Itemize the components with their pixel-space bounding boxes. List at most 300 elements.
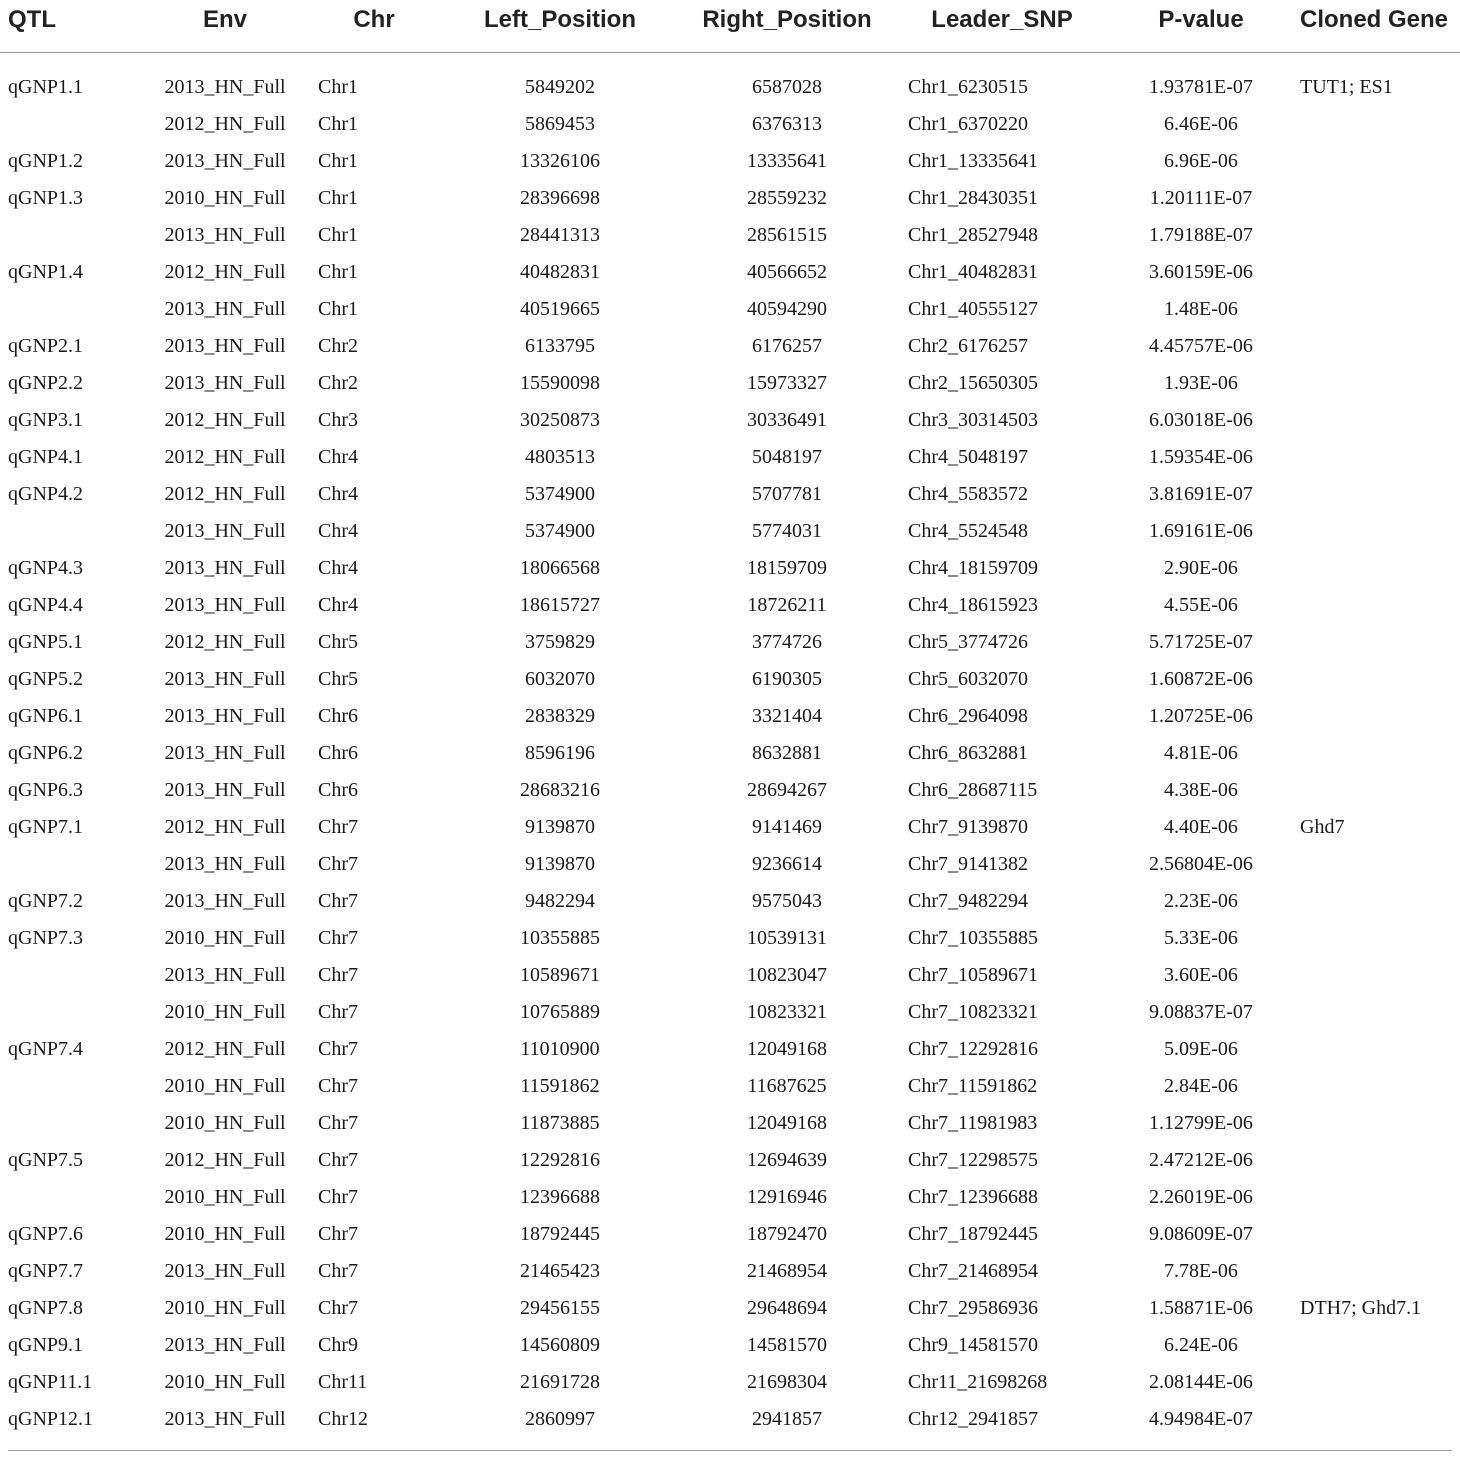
table-row xyxy=(0,1031,1460,1068)
right-position-cell: 11687625 xyxy=(747,1075,827,1097)
leader-snp-cell: Chr9_14581570 xyxy=(908,1334,1038,1356)
table-row xyxy=(0,957,1460,994)
qtl-cell: qGNP1.2 xyxy=(8,150,84,172)
bottom-rule xyxy=(8,1450,1452,1451)
p-value-cell: 5.33E-06 xyxy=(1164,927,1238,949)
leader-snp-cell: Chr7_18792445 xyxy=(908,1223,1038,1245)
left-position-cell: 15590098 xyxy=(520,372,600,394)
p-value-cell: 6.96E-06 xyxy=(1164,150,1238,172)
env-cell: 2010_HN_Full xyxy=(164,1112,286,1134)
env-cell: 2010_HN_Full xyxy=(164,1297,286,1319)
left-position-cell: 5374900 xyxy=(525,483,595,505)
leader-snp-cell: Chr11_21698268 xyxy=(908,1371,1048,1393)
left-position-cell: 21691728 xyxy=(520,1371,600,1393)
header-left-position: Left_Position xyxy=(483,6,636,33)
cloned-gene-cell xyxy=(1290,439,1460,476)
cloned-gene-cell: DTH7; Ghd7.1 xyxy=(1300,1297,1422,1319)
table-row xyxy=(0,1216,1460,1253)
chr-cell: Chr7 xyxy=(318,853,358,875)
chr-cell: Chr5 xyxy=(318,668,358,690)
p-value-cell: 6.24E-06 xyxy=(1164,1334,1238,1356)
leader-snp-cell: Chr1_13335641 xyxy=(908,150,1038,172)
left-position-cell: 10765889 xyxy=(520,1001,600,1023)
chr-cell: Chr1 xyxy=(318,224,358,246)
p-value-cell: 1.60872E-06 xyxy=(1149,668,1253,690)
cloned-gene-cell xyxy=(1290,143,1460,180)
left-position-cell: 28396698 xyxy=(520,187,600,209)
left-position-cell: 9139870 xyxy=(525,853,595,875)
leader-snp-cell: Chr3_30314503 xyxy=(908,409,1038,431)
header-right-position: Right_Position xyxy=(702,6,872,33)
env-cell: 2012_HN_Full xyxy=(164,1038,286,1060)
right-position-cell: 18159709 xyxy=(747,557,827,579)
p-value-cell: 2.23E-06 xyxy=(1164,890,1238,912)
qtl-cell: qGNP7.8 xyxy=(8,1297,84,1319)
env-cell: 2010_HN_Full xyxy=(164,187,286,209)
left-position-cell: 4803513 xyxy=(525,446,595,468)
left-position-cell: 18792445 xyxy=(520,1223,600,1245)
left-position-cell: 9482294 xyxy=(525,890,595,912)
p-value-cell: 3.60159E-06 xyxy=(1149,261,1253,283)
chr-cell: Chr7 xyxy=(318,1001,358,1023)
chr-cell: Chr3 xyxy=(318,409,358,431)
header-leader-snp: Leader_SNP xyxy=(931,6,1073,33)
cloned-gene-cell xyxy=(1290,772,1460,809)
header-qtl: QTL xyxy=(8,6,56,33)
env-cell: 2010_HN_Full xyxy=(164,1186,286,1208)
chr-cell: Chr1 xyxy=(318,76,358,98)
qtl-cell xyxy=(0,217,140,254)
cloned-gene-cell xyxy=(1290,1179,1460,1216)
right-position-cell: 9236614 xyxy=(752,853,822,875)
cloned-gene-cell xyxy=(1290,1068,1460,1105)
cloned-gene-cell xyxy=(1290,698,1460,735)
left-position-cell: 10589671 xyxy=(520,964,600,986)
table-row xyxy=(0,1290,1460,1327)
table-row xyxy=(0,772,1460,809)
qtl-cell: qGNP1.1 xyxy=(8,76,84,98)
qtl-cell xyxy=(0,291,140,328)
cloned-gene-cell xyxy=(1290,402,1460,439)
right-position-cell: 30336491 xyxy=(747,409,827,431)
left-position-cell: 28683216 xyxy=(520,779,600,801)
qtl-cell: qGNP7.1 xyxy=(8,816,84,838)
right-position-cell: 12694639 xyxy=(747,1149,827,1171)
table-row xyxy=(0,365,1460,402)
table-row xyxy=(0,883,1460,920)
qtl-cell: qGNP9.1 xyxy=(8,1334,84,1356)
qtl-cell: qGNP6.3 xyxy=(8,779,84,801)
qtl-cell xyxy=(0,846,140,883)
cloned-gene-cell xyxy=(1290,883,1460,920)
right-position-cell: 9575043 xyxy=(752,890,822,912)
env-cell: 2010_HN_Full xyxy=(164,1223,286,1245)
leader-snp-cell: Chr6_8632881 xyxy=(908,742,1028,764)
env-cell: 2013_HN_Full xyxy=(164,520,286,542)
chr-cell: Chr2 xyxy=(318,335,358,357)
env-cell: 2012_HN_Full xyxy=(164,1149,286,1171)
chr-cell: Chr1 xyxy=(318,150,358,172)
leader-snp-cell: Chr5_3774726 xyxy=(908,631,1028,653)
cloned-gene-cell xyxy=(1290,846,1460,883)
p-value-cell: 1.79188E-07 xyxy=(1149,224,1253,246)
qtl-cell: qGNP6.2 xyxy=(8,742,84,764)
chr-cell: Chr12 xyxy=(318,1408,368,1430)
p-value-cell: 4.81E-06 xyxy=(1164,742,1238,764)
chr-cell: Chr7 xyxy=(318,1112,358,1134)
leader-snp-cell: Chr1_40555127 xyxy=(908,298,1038,320)
leader-snp-cell: Chr7_21468954 xyxy=(908,1260,1038,1282)
env-cell: 2012_HN_Full xyxy=(164,816,286,838)
env-cell: 2013_HN_Full xyxy=(164,372,286,394)
p-value-cell: 2.56804E-06 xyxy=(1149,853,1253,875)
leader-snp-cell: Chr7_11591862 xyxy=(908,1075,1038,1097)
leader-snp-cell: Chr2_6176257 xyxy=(908,335,1028,357)
leader-snp-cell: Chr1_6370220 xyxy=(908,113,1028,135)
table-row xyxy=(0,624,1460,661)
chr-cell: Chr1 xyxy=(318,261,358,283)
left-position-cell: 21465423 xyxy=(520,1260,600,1282)
p-value-cell: 2.08144E-06 xyxy=(1149,1371,1253,1393)
cloned-gene-cell xyxy=(1290,328,1460,365)
leader-snp-cell: Chr4_18615923 xyxy=(908,594,1038,616)
right-position-cell: 6190305 xyxy=(752,668,822,690)
chr-cell: Chr7 xyxy=(318,890,358,912)
qtl-cell: qGNP6.1 xyxy=(8,705,84,727)
p-value-cell: 5.71725E-07 xyxy=(1149,631,1253,653)
chr-cell: Chr7 xyxy=(318,964,358,986)
cloned-gene-cell xyxy=(1290,994,1460,1031)
p-value-cell: 6.46E-06 xyxy=(1164,113,1238,135)
leader-snp-cell: Chr7_12292816 xyxy=(908,1038,1038,1060)
cloned-gene-cell xyxy=(1290,217,1460,254)
right-position-cell: 10823321 xyxy=(747,1001,827,1023)
env-cell: 2013_HN_Full xyxy=(164,1260,286,1282)
p-value-cell: 1.12799E-06 xyxy=(1149,1112,1253,1134)
chr-cell: Chr1 xyxy=(318,187,358,209)
table-row xyxy=(0,106,1460,143)
right-position-cell: 10539131 xyxy=(747,927,827,949)
left-position-cell: 11010900 xyxy=(520,1038,600,1060)
cloned-gene-cell xyxy=(1290,550,1460,587)
table-row xyxy=(0,698,1460,735)
p-value-cell: 4.40E-06 xyxy=(1164,816,1238,838)
chr-cell: Chr7 xyxy=(318,816,358,838)
table-row xyxy=(0,254,1460,291)
left-position-cell: 11591862 xyxy=(520,1075,600,1097)
env-cell: 2013_HN_Full xyxy=(164,742,286,764)
leader-snp-cell: Chr4_5524548 xyxy=(908,520,1028,542)
table-row xyxy=(0,735,1460,772)
right-position-cell: 5048197 xyxy=(752,446,822,468)
right-position-cell: 8632881 xyxy=(752,742,822,764)
p-value-cell: 1.20725E-06 xyxy=(1149,705,1253,727)
chr-cell: Chr4 xyxy=(318,520,358,542)
p-value-cell: 2.26019E-06 xyxy=(1149,1186,1253,1208)
env-cell: 2012_HN_Full xyxy=(164,409,286,431)
chr-cell: Chr7 xyxy=(318,1149,358,1171)
qtl-cell: qGNP7.5 xyxy=(8,1149,84,1171)
right-position-cell: 40566652 xyxy=(747,261,827,283)
env-cell: 2012_HN_Full xyxy=(164,483,286,505)
table-row xyxy=(0,1327,1460,1364)
env-cell: 2010_HN_Full xyxy=(164,1075,286,1097)
leader-snp-cell: Chr1_40482831 xyxy=(908,261,1038,283)
chr-cell: Chr4 xyxy=(318,557,358,579)
leader-snp-cell: Chr4_18159709 xyxy=(908,557,1038,579)
qtl-cell xyxy=(0,513,140,550)
table-row xyxy=(0,217,1460,254)
left-position-cell: 10355885 xyxy=(520,927,600,949)
qtl-cell: qGNP2.1 xyxy=(8,335,84,357)
qtl-cell: qGNP7.2 xyxy=(8,890,84,912)
cloned-gene-cell xyxy=(1290,476,1460,513)
left-position-cell: 5374900 xyxy=(525,520,595,542)
cloned-gene-cell xyxy=(1290,1401,1460,1438)
env-cell: 2013_HN_Full xyxy=(164,853,286,875)
table-row xyxy=(0,291,1460,328)
header-chr: Chr xyxy=(353,6,395,33)
right-position-cell: 28694267 xyxy=(747,779,827,801)
qtl-cell: qGNP3.1 xyxy=(8,409,84,431)
env-cell: 2013_HN_Full xyxy=(164,1334,286,1356)
table-row xyxy=(0,180,1460,217)
leader-snp-cell: Chr1_28527948 xyxy=(908,224,1038,246)
cloned-gene-cell xyxy=(1290,365,1460,402)
leader-snp-cell: Chr7_12298575 xyxy=(908,1149,1038,1171)
leader-snp-cell: Chr6_2964098 xyxy=(908,705,1028,727)
chr-cell: Chr7 xyxy=(318,1260,358,1282)
p-value-cell: 1.59354E-06 xyxy=(1149,446,1253,468)
table-row xyxy=(0,513,1460,550)
cloned-gene-cell xyxy=(1290,587,1460,624)
right-position-cell: 21468954 xyxy=(747,1260,827,1282)
cloned-gene-cell xyxy=(1290,291,1460,328)
p-value-cell: 9.08609E-07 xyxy=(1149,1223,1253,1245)
cloned-gene-cell xyxy=(1290,1142,1460,1179)
p-value-cell: 4.38E-06 xyxy=(1164,779,1238,801)
leader-snp-cell: Chr12_2941857 xyxy=(908,1408,1038,1430)
qtl-cell xyxy=(0,957,140,994)
table-row xyxy=(0,53,1460,107)
p-value-cell: 2.47212E-06 xyxy=(1149,1149,1253,1171)
cloned-gene-cell xyxy=(1290,106,1460,143)
left-position-cell: 2860997 xyxy=(525,1408,595,1430)
table-row xyxy=(0,587,1460,624)
left-position-cell: 5849202 xyxy=(525,76,595,98)
cloned-gene-cell xyxy=(1290,1105,1460,1142)
chr-cell: Chr4 xyxy=(318,483,358,505)
env-cell: 2013_HN_Full xyxy=(164,76,286,98)
chr-cell: Chr5 xyxy=(318,631,358,653)
env-cell: 2010_HN_Full xyxy=(164,1001,286,1023)
cloned-gene-cell xyxy=(1290,180,1460,217)
right-position-cell: 5707781 xyxy=(752,483,822,505)
qtl-cell: qGNP4.4 xyxy=(8,594,84,616)
table-row xyxy=(0,1068,1460,1105)
chr-cell: Chr4 xyxy=(318,594,358,616)
env-cell: 2012_HN_Full xyxy=(164,113,286,135)
qtl-cell xyxy=(0,1179,140,1216)
cloned-gene-cell xyxy=(1290,624,1460,661)
right-position-cell: 6587028 xyxy=(752,76,822,98)
chr-cell: Chr6 xyxy=(318,779,358,801)
chr-cell: Chr6 xyxy=(318,742,358,764)
p-value-cell: 4.55E-06 xyxy=(1164,594,1238,616)
table-row xyxy=(0,809,1460,846)
right-position-cell: 28559232 xyxy=(747,187,827,209)
right-position-cell: 29648694 xyxy=(747,1297,827,1319)
qtl-cell: qGNP4.2 xyxy=(8,483,84,505)
cloned-gene-cell: TUT1; ES1 xyxy=(1300,76,1393,98)
left-position-cell: 30250873 xyxy=(520,409,600,431)
env-cell: 2013_HN_Full xyxy=(164,150,286,172)
right-position-cell: 12049168 xyxy=(747,1038,827,1060)
table-row xyxy=(0,143,1460,180)
table-row xyxy=(0,1253,1460,1290)
left-position-cell: 40519665 xyxy=(520,298,600,320)
table-row xyxy=(0,846,1460,883)
leader-snp-cell: Chr7_10589671 xyxy=(908,964,1038,986)
right-position-cell: 6176257 xyxy=(752,335,822,357)
cloned-gene-cell xyxy=(1290,735,1460,772)
right-position-cell: 28561515 xyxy=(747,224,827,246)
env-cell: 2013_HN_Full xyxy=(164,335,286,357)
qtl-cell: qGNP12.1 xyxy=(8,1408,94,1430)
p-value-cell: 4.94984E-07 xyxy=(1149,1408,1253,1430)
qtl-cell: qGNP4.3 xyxy=(8,557,84,579)
leader-snp-cell: Chr4_5583572 xyxy=(908,483,1028,505)
env-cell: 2012_HN_Full xyxy=(164,446,286,468)
left-position-cell: 6032070 xyxy=(525,668,595,690)
qtl-cell xyxy=(0,1068,140,1105)
qtl-cell xyxy=(0,994,140,1031)
cloned-gene-cell xyxy=(1290,254,1460,291)
chr-cell: Chr4 xyxy=(318,446,358,468)
p-value-cell: 7.78E-06 xyxy=(1164,1260,1238,1282)
left-position-cell: 8596196 xyxy=(525,742,595,764)
p-value-cell: 9.08837E-07 xyxy=(1149,1001,1253,1023)
chr-cell: Chr7 xyxy=(318,1186,358,1208)
header-p-value: P-value xyxy=(1158,6,1244,33)
right-position-cell: 5774031 xyxy=(752,520,822,542)
table-row xyxy=(0,1179,1460,1216)
p-value-cell: 5.09E-06 xyxy=(1164,1038,1238,1060)
left-position-cell: 2838329 xyxy=(525,705,595,727)
table-row xyxy=(0,661,1460,698)
chr-cell: Chr2 xyxy=(318,372,358,394)
leader-snp-cell: Chr2_15650305 xyxy=(908,372,1038,394)
qtl-cell xyxy=(0,106,140,143)
left-position-cell: 9139870 xyxy=(525,816,595,838)
cloned-gene-cell xyxy=(1290,920,1460,957)
header-cloned-gene: Cloned Gene xyxy=(1300,6,1449,33)
p-value-cell: 6.03018E-06 xyxy=(1149,409,1253,431)
p-value-cell: 3.81691E-07 xyxy=(1149,483,1253,505)
qtl-cell: qGNP7.4 xyxy=(8,1038,84,1060)
left-position-cell: 12292816 xyxy=(520,1149,600,1171)
qtl-cell: qGNP2.2 xyxy=(8,372,84,394)
right-position-cell: 3774726 xyxy=(752,631,822,653)
left-position-cell: 18066568 xyxy=(520,557,600,579)
left-position-cell: 6133795 xyxy=(525,335,595,357)
table-row xyxy=(0,1105,1460,1142)
left-position-cell: 5869453 xyxy=(525,113,595,135)
qtl-cell: qGNP11.1 xyxy=(8,1371,93,1393)
cloned-gene-cell: Ghd7 xyxy=(1300,816,1345,838)
qtl-cell: qGNP5.1 xyxy=(8,631,84,653)
leader-snp-cell: Chr6_28687115 xyxy=(908,779,1038,801)
right-position-cell: 6376313 xyxy=(752,113,822,135)
left-position-cell: 12396688 xyxy=(520,1186,600,1208)
table-body xyxy=(0,53,1460,1439)
p-value-cell: 4.45757E-06 xyxy=(1149,335,1253,357)
right-position-cell: 40594290 xyxy=(747,298,827,320)
cloned-gene-cell xyxy=(1290,661,1460,698)
qtl-cell: qGNP1.4 xyxy=(8,261,84,283)
leader-snp-cell: Chr7_9139870 xyxy=(908,816,1028,838)
qtl-cell: qGNP4.1 xyxy=(8,446,84,468)
leader-snp-cell: Chr1_28430351 xyxy=(908,187,1038,209)
right-position-cell: 12049168 xyxy=(747,1112,827,1134)
left-position-cell: 29456155 xyxy=(520,1297,600,1319)
right-position-cell: 18726211 xyxy=(747,594,827,616)
chr-cell: Chr7 xyxy=(318,1223,358,1245)
right-position-cell: 2941857 xyxy=(752,1408,822,1430)
right-position-cell: 15973327 xyxy=(747,372,827,394)
env-cell: 2013_HN_Full xyxy=(164,668,286,690)
leader-snp-cell: Chr7_9482294 xyxy=(908,890,1028,912)
left-position-cell: 40482831 xyxy=(520,261,600,283)
p-value-cell: 1.69161E-06 xyxy=(1149,520,1253,542)
table-row xyxy=(0,1401,1460,1438)
table-row xyxy=(0,1142,1460,1179)
env-cell: 2010_HN_Full xyxy=(164,927,286,949)
right-position-cell: 10823047 xyxy=(747,964,827,986)
env-cell: 2013_HN_Full xyxy=(164,594,286,616)
qtl-cell: qGNP7.7 xyxy=(8,1260,84,1282)
chr-cell: Chr7 xyxy=(318,1297,358,1319)
table-row xyxy=(0,1364,1460,1401)
chr-cell: Chr6 xyxy=(318,705,358,727)
table-row xyxy=(0,994,1460,1031)
p-value-cell: 3.60E-06 xyxy=(1164,964,1238,986)
left-position-cell: 13326106 xyxy=(520,150,600,172)
cloned-gene-cell xyxy=(1290,957,1460,994)
leader-snp-cell: Chr7_10355885 xyxy=(908,927,1038,949)
qtl-cell xyxy=(0,1105,140,1142)
left-position-cell: 14560809 xyxy=(520,1334,600,1356)
header-env: Env xyxy=(202,6,247,33)
cloned-gene-cell xyxy=(1290,1031,1460,1068)
table-header-row xyxy=(0,0,1460,53)
chr-cell: Chr11 xyxy=(318,1371,368,1393)
cloned-gene-cell xyxy=(1290,1253,1460,1290)
qtl-cell: qGNP7.6 xyxy=(8,1223,84,1245)
env-cell: 2013_HN_Full xyxy=(164,1408,286,1430)
chr-cell: Chr1 xyxy=(318,298,358,320)
cloned-gene-cell xyxy=(1290,1327,1460,1364)
p-value-cell: 1.20111E-07 xyxy=(1149,187,1253,209)
leader-snp-cell: Chr5_6032070 xyxy=(908,668,1028,690)
leader-snp-cell: Chr4_5048197 xyxy=(908,446,1028,468)
env-cell: 2013_HN_Full xyxy=(164,557,286,579)
env-cell: 2010_HN_Full xyxy=(164,1371,286,1393)
chr-cell: Chr7 xyxy=(318,1075,358,1097)
env-cell: 2012_HN_Full xyxy=(164,261,286,283)
table-row xyxy=(0,476,1460,513)
right-position-cell: 3321404 xyxy=(752,705,822,727)
